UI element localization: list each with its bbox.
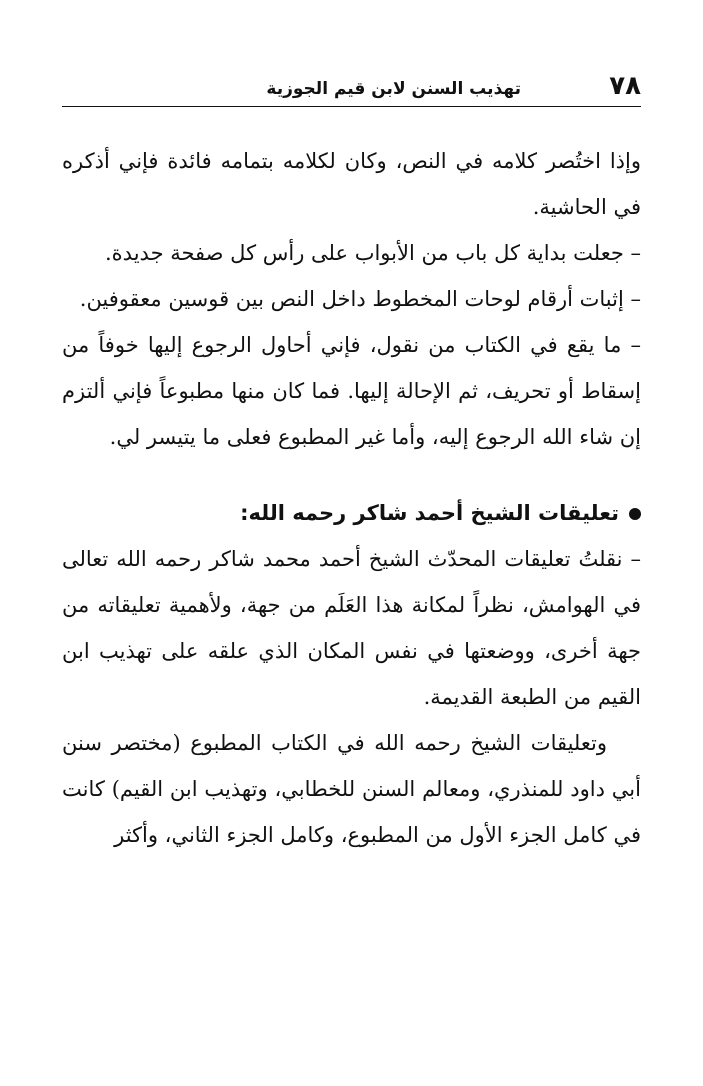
page-header [62, 70, 641, 107]
paragraph-quotations: – ما يقع في الكتاب من نقول، فإني أحاول الرجوع إليها خوفاً من إسقاط أو تحريف، ثم الإحالة إليها. فما كان منها مطبوعاً فإني ألتزم إن شاء الله الرجوع إليه، وأما غير المطبوع فعلى ما يتيسر لي. [62, 333, 641, 449]
paragraph-manuscript-plates: – إثبات أرقام لوحات المخطوط داخل النص بين قوسين معقوفين. [79, 287, 641, 311]
book-page [62, 0, 641, 1086]
paragraph-chapter-start: – جعلت بداية كل باب من الأبواب على رأس كل صفحة جديدة. [105, 241, 641, 265]
section-heading [62, 490, 641, 536]
paragraph-printed-book: وتعليقات الشيخ رحمه الله في الكتاب المطبوع (مختصر سنن أبي داود للمنذري، ومعالم السنن للخطابي، وتهذيب ابن القيم) كانت في كامل الجزء الأول من المطبوع، وكامل الجزء الثاني، وأكثر [62, 731, 641, 847]
section-spacer [62, 460, 641, 490]
paragraph-shakir-notes: – نقلتُ تعليقات المحدّث الشيخ أحمد محمد شاكر رحمه الله تعالى في الهوامش، نظراً لمكانة هذا العَلَم من جهة، ولأهمية تعليقاته من جهة أخرى، ووضعتها في نفس المكان الذي علقه على تهذيب ابن القيم من الطبعة القديمة. [62, 547, 641, 709]
paragraph-abridgement: وإذا اختُصر كلامه في النص، وكان لكلامه بتمامه فائدة فإني أذكره في الحاشية. [62, 149, 641, 219]
bullet-icon [629, 508, 641, 520]
running-title: تهذيب السنن لابن قيم الجوزية [266, 79, 521, 99]
section-heading-text: تعليقات الشيخ أحمد شاكر رحمه الله: [240, 501, 619, 525]
page-number: ٧٨ [609, 71, 641, 101]
page-body [62, 138, 641, 858]
